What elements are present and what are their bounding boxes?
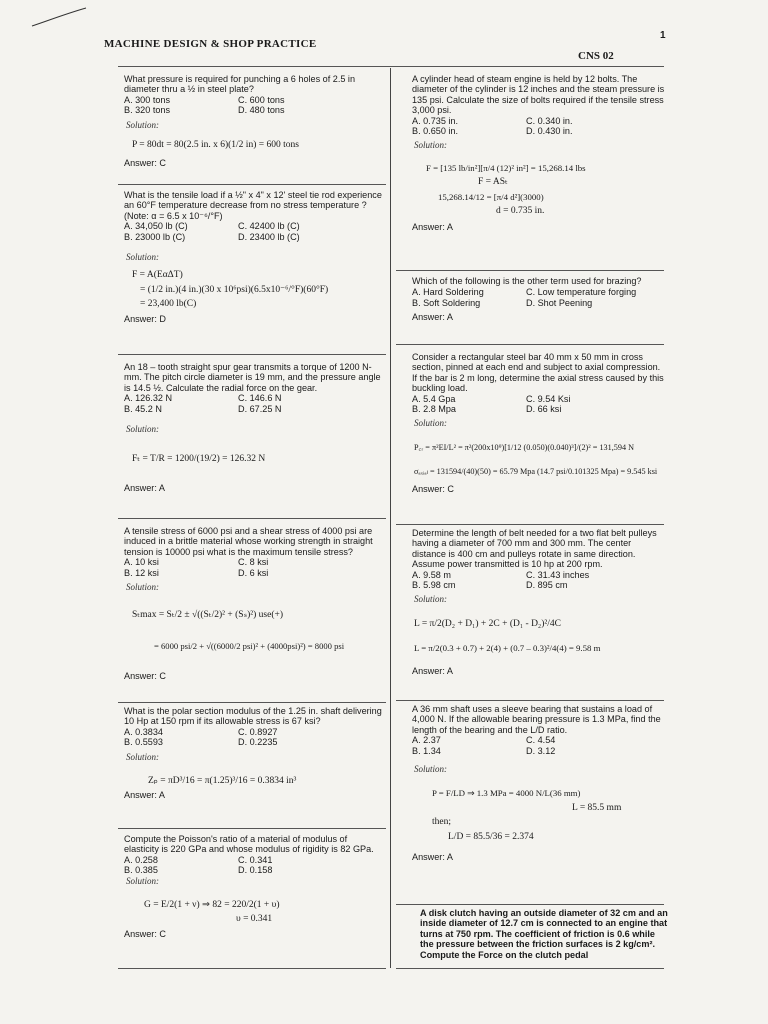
answer-options (412, 570, 666, 591)
equation: υ = 0.341 (236, 914, 273, 925)
answer-line: Answer: A (412, 222, 453, 233)
answer-line: Answer: A (412, 312, 453, 323)
option: B. Soft Soldering (412, 297, 481, 308)
option: B. 320 tons (124, 105, 171, 116)
equation: L = π/2(0.3 + 0.7) + 2(4) + (0.7 – 0.3)²/4(4) = 9.58 m (414, 643, 601, 654)
solution-label: Solution: (126, 751, 159, 762)
equation: = 23,400 lb(C) (140, 299, 197, 310)
question-block-left-6 (124, 834, 384, 939)
question-block-right-5 (412, 704, 666, 862)
solution-label: Solution: (414, 418, 447, 429)
question-block-left-4 (124, 526, 384, 682)
answer-options (412, 735, 666, 756)
option: C. 0.8927 (238, 726, 278, 737)
question-text: Determine the length of belt needed for a two flat belt pulleys having a diameter of 700 mm and 300 mm. The center distance is 400 cm and pulleys rotate in same direction. Assume power transmitted is 10 hp at 200 rpm. (412, 528, 657, 570)
equation: L/D = 85.5/36 = 2.374 (448, 831, 534, 842)
option: C. 9.54 Ksi (526, 393, 571, 404)
divider (396, 344, 664, 345)
answer-options (124, 393, 384, 414)
answer-line: Answer: C (412, 483, 454, 494)
option: C. 600 tons (238, 94, 285, 105)
option: D. 6 ksi (238, 567, 269, 578)
option: C. 8 ksi (238, 557, 269, 568)
option: B. 5.98 cm (412, 580, 456, 591)
option: B. 2.8 Mpa (412, 404, 456, 415)
answer-options (412, 116, 666, 137)
divider (118, 968, 386, 969)
solution-label: Solution: (414, 594, 447, 605)
divider (118, 518, 386, 519)
equation: = (1/2 in.)(4 in.)(30 x 10⁶psi)(6.5x10⁻⁶/°F)(60°F) (140, 284, 329, 295)
divider (118, 702, 386, 703)
option: D. 895 cm (526, 580, 568, 591)
equation: G = E/2(1 + ν) ⇒ 82 = 220/2(1 + υ) (144, 900, 280, 911)
equation: Zₚ = πD³/16 = π(1.25)³/16 = 0.3834 in³ (148, 776, 297, 787)
equation: L = 85.5 mm (572, 802, 622, 813)
answer-line: Answer: A (412, 852, 453, 863)
option: A. 0.3834 (124, 726, 163, 737)
option: A. 126.32 N (124, 393, 173, 404)
option: A. 9.58 m (412, 569, 451, 580)
equation: L = π/2(D₂ + D₁) + 2C + (D₁ - D₂)²/4C (414, 618, 561, 629)
solution-label: Solution: (126, 875, 159, 886)
answer-options (124, 727, 384, 748)
answer-options (124, 557, 384, 578)
divider (118, 184, 386, 185)
equation: F = A(EαΔT) (132, 270, 183, 281)
equation: = 6000 psi/2 + √((6000/2 psi)² + (4000psi)²) = 8000 psi (154, 640, 345, 651)
answer-line: Answer: C (124, 671, 166, 682)
answer-line: Answer: A (124, 482, 165, 493)
option: D. 67.25 N (238, 403, 282, 414)
option: B. 45.2 N (124, 403, 162, 414)
question-text: Which of the following is the other term used for brazing? (412, 276, 642, 286)
option: B. 23000 lb (C) (124, 231, 186, 242)
answer-line: Answer: D (124, 313, 166, 324)
divider (118, 354, 386, 355)
header-title: MACHINE DESIGN & SHOP PRACTICE (104, 38, 317, 50)
option: A. 0.258 (124, 854, 158, 865)
equation: F = ASₜ (478, 177, 508, 188)
question-block-left-2 (124, 190, 384, 324)
question-text: A cylinder head of steam engine is held by 12 bolts. The diameter of the cylinder is 12 inches and the steam pressure is 135 psi. Calculate the size of bolts required if the tensile stress 3,000 psi. (412, 74, 665, 116)
equation: P = F/LD ⇒ 1.3 MPa = 4000 N/L(36 mm) (432, 788, 581, 799)
option: A. 0.735 in. (412, 115, 459, 126)
question-block-left-1 (124, 74, 384, 169)
column-divider (390, 68, 391, 968)
option: B. 0.385 (124, 865, 158, 876)
option: A. 2.37 (412, 735, 441, 746)
question-block-right-2 (412, 276, 666, 323)
equation: F = [135 lb/in²][π/4 (12)² in²] = 15,268.14 lbs (426, 162, 586, 173)
option: C. 31.43 inches (526, 569, 590, 580)
answer-line: Answer: C (124, 158, 166, 169)
equation: 15,268.14/12 = [π/4 d²](3000) (438, 191, 544, 202)
question-block-right-1 (412, 74, 666, 233)
question-block-right-6 (420, 908, 668, 960)
page-number: 1 (660, 30, 666, 41)
option: C. 146.6 N (238, 393, 282, 404)
question-text: An 18 – tooth straight spur gear transmits a torque of 1200 N-mm. The pitch circle diameter is 19 mm, and the pressure angle is 14.5 ½. Calculate the radial force on the gear. (124, 362, 381, 393)
option: D. 3.12 (526, 745, 556, 756)
answer-options (124, 221, 384, 242)
option: D. 66 ksi (526, 404, 562, 415)
question-text: Compute the Poisson's ratio of a material of modulus of elasticity is 220 GPa and whose modulus of rigidity is 82 GPa. (124, 834, 374, 855)
option: B. 0.5593 (124, 737, 163, 748)
equation: Fₜ = T/R = 1200/(19/2) = 126.32 N (132, 454, 266, 465)
solution-label: Solution: (126, 424, 159, 435)
divider (396, 904, 664, 905)
option: D. 0.430 in. (526, 126, 573, 137)
pen-mark-icon (30, 0, 90, 30)
equation: P = 80dt = 80(2.5 in. x 6)(1/2 in) = 600 tons (132, 140, 299, 151)
option: B. 0.650 in. (412, 126, 459, 137)
top-rule (118, 66, 664, 67)
question-text: Consider a rectangular steel bar 40 mm x 50 mm in cross section, pinned at each end and subject to axial compression. If the bar is 2 m long, determine the axial stress caused by this buckling load. (412, 352, 664, 394)
option: D. 23400 lb (C) (238, 231, 300, 242)
option: B. 12 ksi (124, 567, 159, 578)
question-text: A disk clutch having an outside diameter of 32 cm and an inside diameter of 12.7 cm is connected to an engine that turns at 750 rpm. The coefficient of friction is 0.6 while the pressure between the friction surfaces is 2 kg/cm². Compute the Force on the clutch pedal (420, 908, 668, 960)
option: D. 480 tons (238, 105, 285, 116)
equation: d = 0.735 in. (496, 206, 545, 217)
option: A. 300 tons (124, 94, 171, 105)
solution-label: Solution: (414, 764, 447, 775)
divider (396, 700, 664, 701)
option: D. Shot Peening (526, 297, 593, 308)
option: B. 1.34 (412, 745, 441, 756)
option: A. 34,050 lb (C) (124, 221, 188, 232)
question-block-right-3 (412, 352, 666, 494)
question-block-right-4 (412, 528, 666, 676)
option: C. 42400 lb (C) (238, 221, 300, 232)
answer-options (124, 95, 384, 116)
answer-line: Answer: A (412, 665, 453, 676)
answer-options (124, 855, 384, 876)
question-text: What is the polar section modulus of the 1.25 in. shaft delivering 10 Hp at 150 rpm if its allowable stress is 67 ksi? (124, 706, 382, 727)
equation: P꜀ᵣ = π²EI/L² = π²(200x10⁹)[1/12 (0.050)(0.040)³]/(2)² = 131,594 N (414, 442, 635, 452)
solution-label: Solution: (126, 252, 159, 263)
option: C. 0.340 in. (526, 115, 573, 126)
question-text: What is the tensile load if a ½" x 4" x 12' steel tie rod experience an 60°F temperature decrease from no stress temperature ? (Note: α = 6.5 x 10⁻⁶/°F) (124, 190, 382, 221)
question-block-left-5 (124, 706, 384, 801)
option: A. 5.4 Gpa (412, 393, 456, 404)
divider (118, 828, 386, 829)
equation: Sₜmax = Sₜ/2 ± √((Sₜ/2)² + (Sₛ)²) use(+) (132, 610, 284, 621)
answer-options (412, 287, 666, 309)
question-text: What pressure is required for punching a 6 holes of 2.5 in diameter thru a ½ in steel plate? (124, 74, 356, 95)
option: A. Hard Soldering (412, 286, 484, 297)
solution-label: Solution: (414, 140, 447, 151)
solution-label: Solution: (126, 119, 159, 130)
question-block-left-3 (124, 362, 384, 493)
solution-label: Solution: (126, 582, 159, 593)
header-code: CNS 02 (578, 50, 614, 62)
question-text: A tensile stress of 6000 psi and a shear stress of 4000 psi are induced in a brittle material whose working strength in straight tension is 10000 psi what is the maximum tensile stress? (124, 526, 373, 557)
option: C. 4.54 (526, 735, 556, 746)
question-text: A 36 mm shaft uses a sleeve bearing that sustains a load of 4,000 N. If the allowable bearing pressure is 1.3 MPa, find the length of the bearing and the L/D ratio. (412, 704, 661, 735)
option: D. 0.2235 (238, 737, 278, 748)
option: C. Low temperature forging (526, 286, 637, 297)
divider (396, 270, 664, 271)
equation: then; (432, 817, 451, 828)
equation: σₐₓᵢₐₗ = 131594/(40)(50) = 65.79 Mpa (14.7 psi/0.101325 Mpa) = 9.545 ksi (414, 467, 658, 477)
answer-options (412, 394, 666, 415)
option: A. 10 ksi (124, 557, 159, 568)
answer-line: Answer: A (124, 790, 165, 801)
divider (396, 524, 664, 525)
divider (396, 968, 664, 969)
option: D. 0.158 (238, 865, 273, 876)
answer-line: Answer: C (124, 928, 166, 939)
option: C. 0.341 (238, 854, 273, 865)
